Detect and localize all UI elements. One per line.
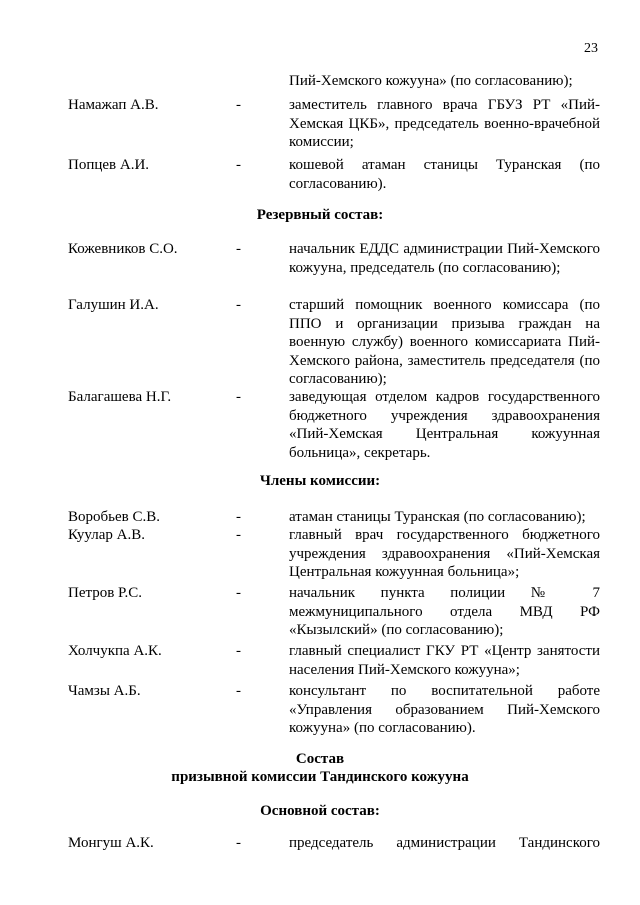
member-name: Холчукпа А.К. <box>68 643 162 659</box>
dash-separator: - <box>236 389 241 405</box>
member-name: Галушин И.А. <box>68 297 159 313</box>
dash-separator: - <box>236 643 241 659</box>
member-role: старший помощник военного комиссара (по ППО и организации призыва граждан на военную службу) военного комиссариата Пий-Хемского района, заместитель председателя (по согласованию); <box>289 297 600 387</box>
members-heading: Члены комиссии: <box>259 473 381 489</box>
dash-separator: - <box>236 241 241 257</box>
member-name: Попцев А.И. <box>68 157 150 173</box>
member-name: Намажап А.В. <box>68 97 159 113</box>
member-role: начальник ЕДДС администрации Пий-Хемского кожууна, председатель (по согласованию); <box>289 241 600 276</box>
dash-separator: - <box>236 97 241 113</box>
dash-separator: - <box>236 157 241 173</box>
composition-subtitle: призывной комиссии Тандинского кожууна <box>171 769 469 785</box>
member-name: Куулар А.В. <box>68 527 145 543</box>
main-composition-heading: Основной состав: <box>260 803 380 819</box>
dash-separator: - <box>236 585 241 601</box>
member-role: заведующая отделом кадров государственного бюджетного учреждения здравоохранения «Пий-Хемская Центральная кожуунная больница», секретарь. <box>289 389 600 461</box>
member-name: Петров Р.С. <box>68 585 143 601</box>
member-name: Балагашева Н.Г. <box>68 389 172 405</box>
dash-separator: - <box>236 509 241 525</box>
member-name: Монгуш А.К. <box>68 835 154 851</box>
composition-title: Состав <box>295 751 345 767</box>
dash-separator: - <box>236 297 241 313</box>
member-role: главный врач государственного бюджетного учреждения здравоохранения «Пий-Хемская Центральная кожуунная больница»; <box>289 527 600 580</box>
member-role: начальник пункта полиции № 7 межмуниципального отдела МВД РФ «Кызылский» (по согласованию); <box>289 585 600 638</box>
dash-separator: - <box>236 835 241 851</box>
member-name: Кожевников С.О. <box>68 241 178 257</box>
member-role: атаман станицы Туранская (по согласованию); <box>289 509 586 525</box>
continuation-text: Пий-Хемского кожууна» (по согласованию); <box>289 73 573 89</box>
member-role: заместитель главного врача ГБУЗ РТ «Пий-Хемская ЦКБ», председатель военно-врачебной комиссии; <box>289 97 600 150</box>
member-name: Чамзы А.Б. <box>68 683 141 699</box>
member-role: главный специалист ГКУ РТ «Центр занятости населения Пий-Хемского кожууна»; <box>289 643 600 678</box>
member-role: председатель администрации Тандинского <box>289 835 600 851</box>
member-role: консультант по воспитательной работе «Управления образованием Пий-Хемского кожууна» (по согласованию). <box>289 683 600 736</box>
dash-separator: - <box>236 683 241 699</box>
reserve-heading: Резервный состав: <box>256 207 384 223</box>
page-number: 23 <box>584 41 598 56</box>
dash-separator: - <box>236 527 241 543</box>
member-role: кошевой атаман станицы Туранская (по согласованию). <box>289 157 600 192</box>
member-name: Воробьев С.В. <box>68 509 160 525</box>
